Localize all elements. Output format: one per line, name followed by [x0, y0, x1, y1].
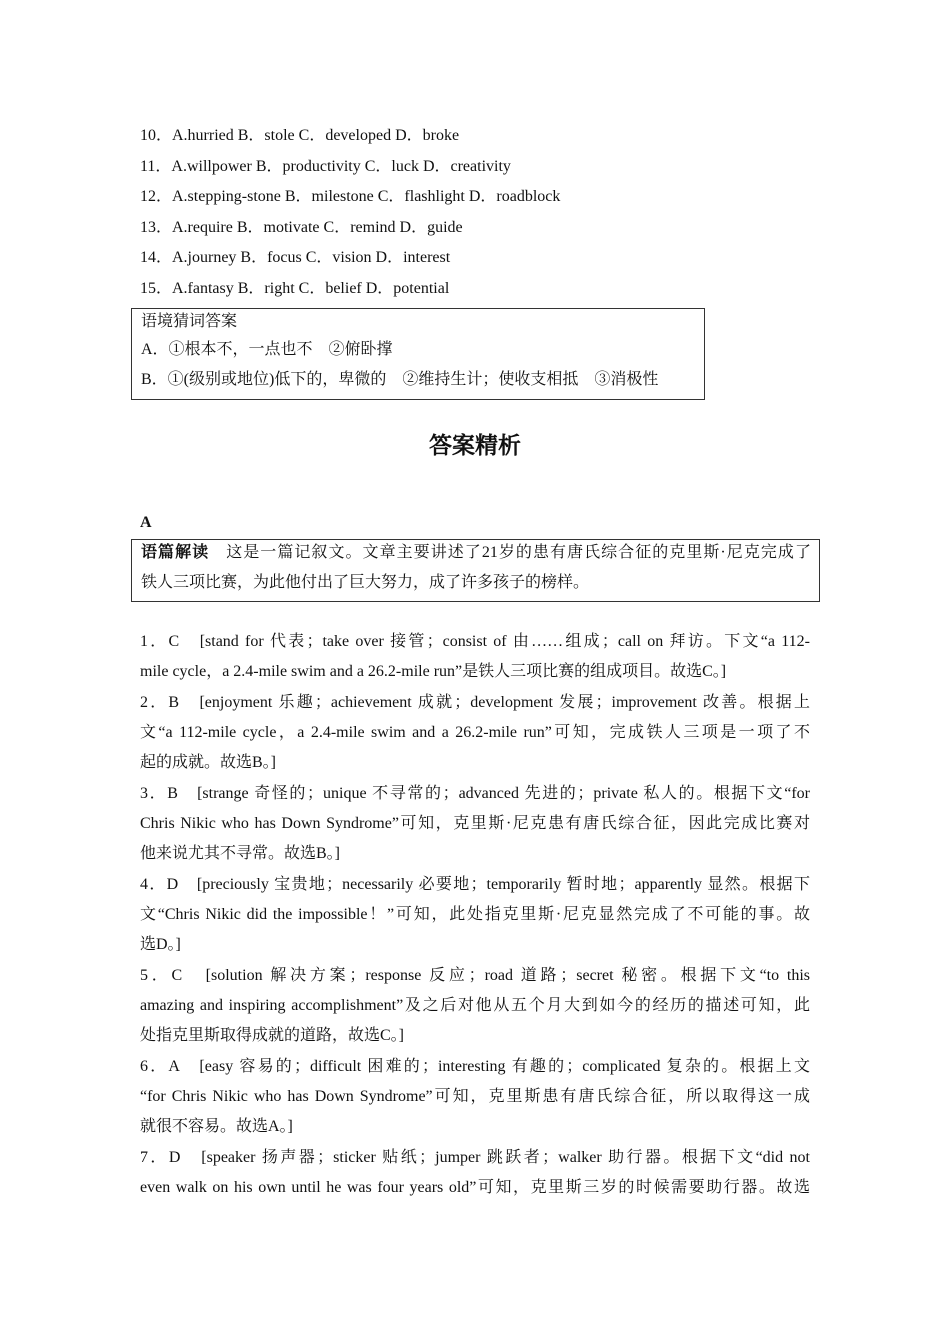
- answer-line: 就很不容易。故选A。]: [140, 1118, 293, 1135]
- option-line-14: 14．A.journey B．focus C．vision D．interest: [140, 249, 451, 266]
- answer-line: 起的成就。故选B。]: [140, 754, 277, 771]
- answer-line: 他来说尤其不寻常。故选B。]: [140, 845, 341, 862]
- answer-line: 1．C [stand for 代表；take over 接管；consist of 由……组成；call on 拜访。下文“a 112-: [140, 633, 810, 650]
- option-line-12: 12．A.stepping-stone B．milestone C．flashlight D．roadblock: [140, 188, 561, 205]
- reading-summary-line-2: 铁人三项比赛，为此他付出了巨大努力，成了许多孩子的榜样。: [141, 574, 590, 591]
- reading-summary-box: [131, 539, 820, 602]
- vocab-box-title: 语境猜词答案: [141, 313, 238, 330]
- vocab-answer-box: [131, 308, 705, 400]
- answer-line: 文“a 112-mile cycle，a 2.4-mile swim and a 26.2-mile run”可知，完成铁人三项是一项了不: [140, 724, 810, 741]
- answer-line: 4．D [preciously 宝贵地；necessarily 必要地；temporarily 暂时地；apparently 显然。根据下: [140, 876, 810, 893]
- answer-line: 6．A [easy 容易的；difficult 困难的；interesting 有趣的；complicated 复杂的。根据上文: [140, 1058, 810, 1075]
- option-line-13: 13．A.require B．motivate C．remind D．guide: [140, 219, 463, 236]
- answer-line: 文“Chris Nikic did the impossible！”可知，此处指克里斯·尼克显然完成了不可能的事。故: [140, 906, 810, 923]
- answer-line: 2．B [enjoyment 乐趣；achievement 成就；development 发展；improvement 改善。根据上: [140, 694, 810, 711]
- vocab-answer-a: A．①根本不，一点也不 ②俯卧撑: [141, 341, 393, 358]
- vocab-answer-b: B．①(级别或地位)低下的，卑微的 ②维持生计；使收支相抵 ③消极性: [141, 371, 659, 388]
- reading-summary-label: 语篇解读: [141, 544, 210, 561]
- answer-line: 5．C [solution 解决方案；response 反应；road 道路；secret 秘密。根据下文“to this: [140, 967, 810, 984]
- answer-line: mile cycle，a 2.4-mile swim and a 26.2-mile run”是铁人三项比赛的组成项目。故选C。]: [140, 663, 727, 680]
- answer-line: “for Chris Nikic who has Down Syndrome”可知，克里斯患有唐氏综合征，所以取得这一成: [140, 1088, 810, 1105]
- option-line-11: 11．A.willpower B．productivity C．luck D．creativity: [140, 158, 511, 175]
- option-line-15: 15．A.fantasy B．right C．belief D．potential: [140, 280, 450, 297]
- answer-line: Chris Nikic who has Down Syndrome”可知，克里斯·尼克患有唐氏综合征，因此完成比赛对: [140, 815, 810, 832]
- page-heading: 答案精析: [429, 433, 521, 459]
- reading-summary-line-1: 语篇解读 这是一篇记叙文。文章主要讲述了21岁的患有唐氏综合征的克里斯·尼克完成了: [141, 544, 811, 561]
- answer-line: 7．D [speaker 扬声器；sticker 贴纸；jumper 跳跃者；walker 助行器。根据下文“did not: [140, 1149, 810, 1166]
- option-line-10: 10．A.hurried B．stole C．developed D．broke: [140, 127, 460, 144]
- section-label: A: [140, 514, 152, 531]
- answer-line: 3．B [strange 奇怪的；unique 不寻常的；advanced 先进的；private 私人的。根据下文“for: [140, 785, 810, 802]
- answer-line: 选D。]: [140, 936, 181, 953]
- answer-line: even walk on his own until he was four years old”可知，克里斯三岁的时候需要助行器。故选: [140, 1179, 810, 1196]
- answer-line: 处指克里斯取得成就的道路，故选C。]: [140, 1027, 405, 1044]
- answer-line: amazing and inspiring accomplishment”及之后对他从五个月大到如今的经历的描述可知，此: [140, 997, 810, 1014]
